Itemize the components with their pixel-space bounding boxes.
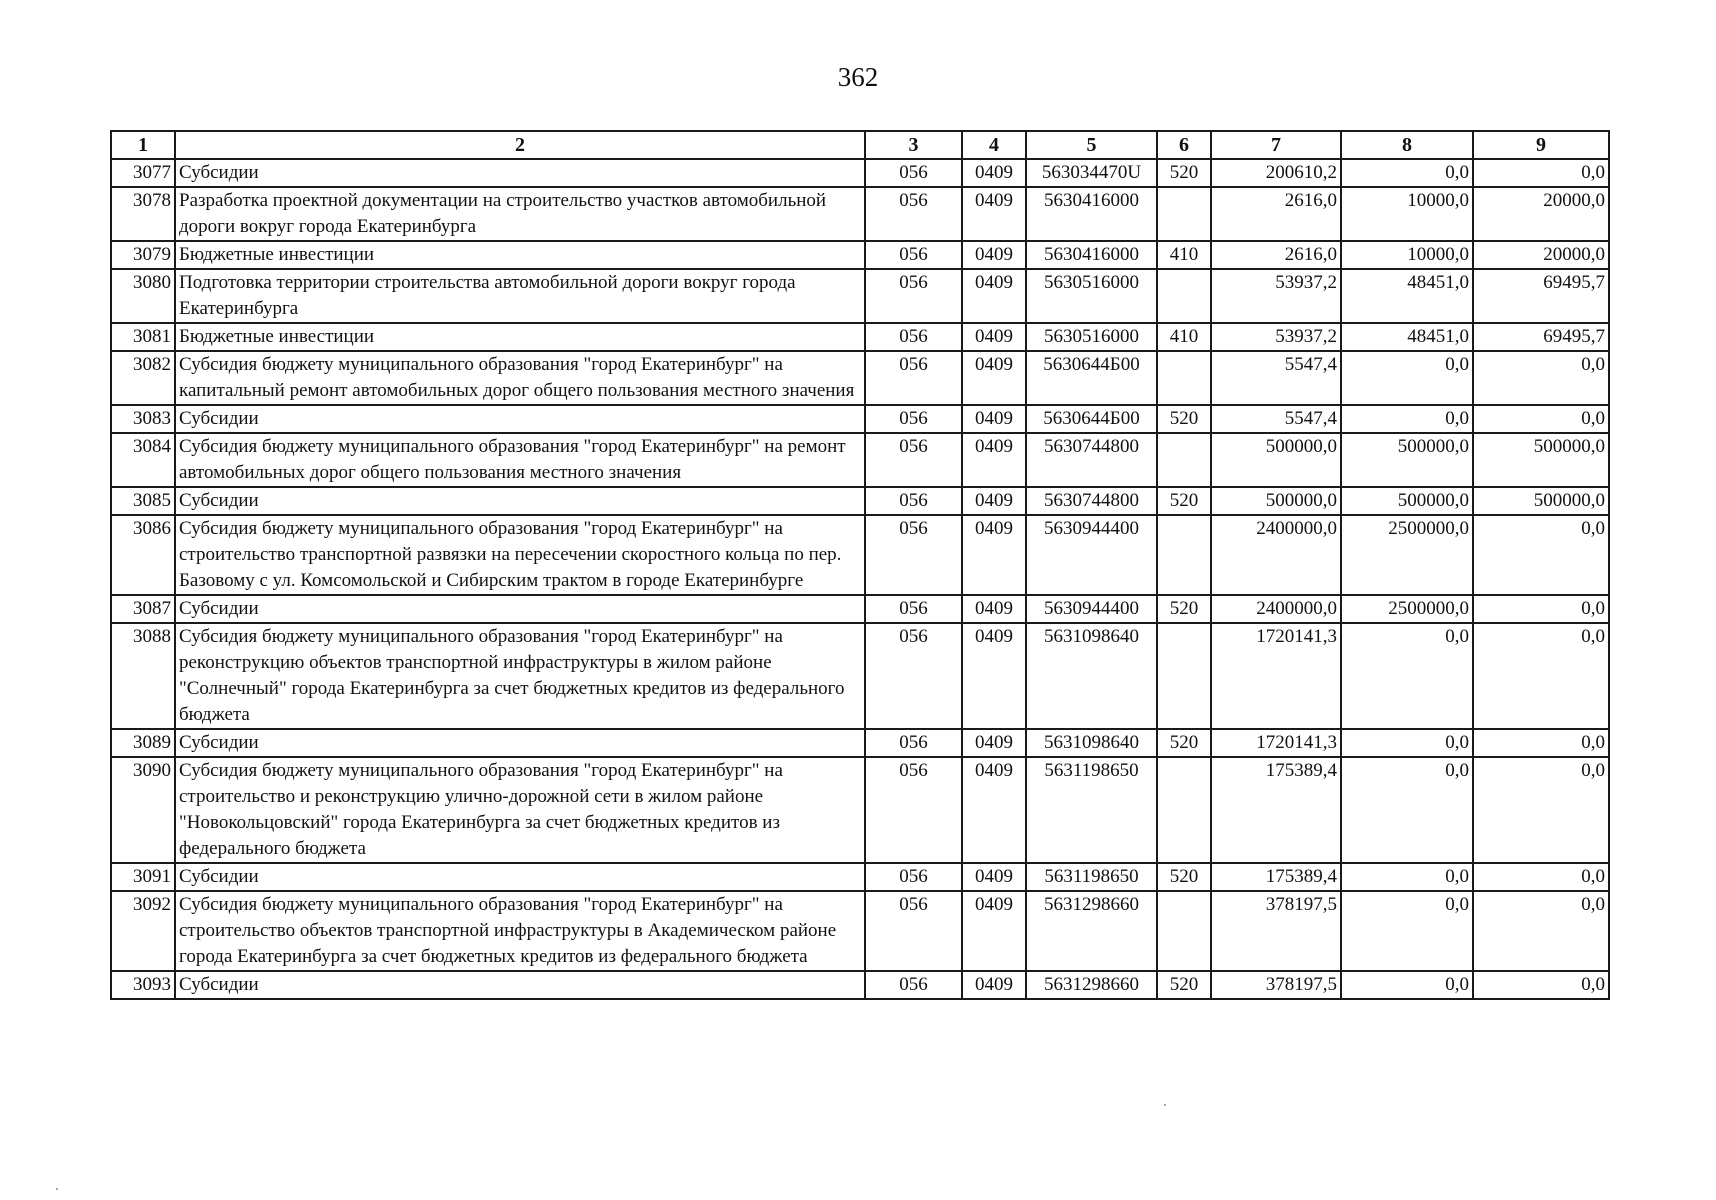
row-name: Бюджетные инвестиции	[175, 323, 865, 351]
row-name: Субсидия бюджету муниципального образования "город Екатеринбург" на строительство транспортной развязки на пересечении скоростного кольца по пер. Базовому с ул. Комсомольской и Сибирским трактом в городе Екатеринбурге	[175, 515, 865, 595]
cell-col3: 056	[865, 971, 962, 999]
cell-col8: 0,0	[1341, 757, 1473, 863]
row-name: Субсидии	[175, 863, 865, 891]
table-row	[111, 891, 1609, 971]
cell-col9: 0,0	[1473, 623, 1609, 729]
row-number: 3091	[111, 863, 175, 891]
cell-col6: 520	[1157, 405, 1211, 433]
cell-col8: 10000,0	[1341, 187, 1473, 241]
cell-col6: 520	[1157, 487, 1211, 515]
cell-col4: 0409	[962, 729, 1026, 757]
cell-col5: 5630644Б00	[1026, 405, 1157, 433]
cell-col3: 056	[865, 187, 962, 241]
cell-col8: 0,0	[1341, 891, 1473, 971]
row-name: Субсидии	[175, 405, 865, 433]
cell-col4: 0409	[962, 159, 1026, 187]
cell-col6	[1157, 515, 1211, 595]
cell-col4: 0409	[962, 405, 1026, 433]
cell-col9: 0,0	[1473, 515, 1609, 595]
row-number: 3090	[111, 757, 175, 863]
row-number: 3077	[111, 159, 175, 187]
table-row	[111, 241, 1609, 269]
table-row	[111, 187, 1609, 241]
cell-col5: 5631298660	[1026, 971, 1157, 999]
cell-col9: 500000,0	[1473, 487, 1609, 515]
cell-col5: 5630516000	[1026, 269, 1157, 323]
row-number: 3081	[111, 323, 175, 351]
cell-col9: 0,0	[1473, 595, 1609, 623]
cell-col6	[1157, 623, 1211, 729]
column-header: 8	[1341, 131, 1473, 159]
cell-col4: 0409	[962, 487, 1026, 515]
cell-col5: 5630416000	[1026, 241, 1157, 269]
cell-col8: 0,0	[1341, 623, 1473, 729]
cell-col9: 0,0	[1473, 729, 1609, 757]
scan-speck	[56, 1188, 58, 1190]
cell-col7: 5547,4	[1211, 351, 1341, 405]
cell-col7: 53937,2	[1211, 269, 1341, 323]
cell-col8: 48451,0	[1341, 323, 1473, 351]
cell-col4: 0409	[962, 351, 1026, 405]
table-row	[111, 323, 1609, 351]
page-number: 362	[837, 62, 879, 92]
cell-col5: 5631198650	[1026, 863, 1157, 891]
cell-col6	[1157, 187, 1211, 241]
cell-col5: 5630744800	[1026, 433, 1157, 487]
cell-col5: 5631298660	[1026, 891, 1157, 971]
cell-col9: 20000,0	[1473, 187, 1609, 241]
cell-col7: 1720141,3	[1211, 623, 1341, 729]
row-name: Субсидии	[175, 729, 865, 757]
cell-col9: 0,0	[1473, 891, 1609, 971]
cell-col5: 5630944400	[1026, 515, 1157, 595]
cell-col4: 0409	[962, 515, 1026, 595]
cell-col8: 0,0	[1341, 159, 1473, 187]
row-name: Субсидии	[175, 595, 865, 623]
cell-col7: 175389,4	[1211, 757, 1341, 863]
cell-col9: 500000,0	[1473, 433, 1609, 487]
cell-col3: 056	[865, 595, 962, 623]
cell-col4: 0409	[962, 757, 1026, 863]
cell-col5: 563034470U	[1026, 159, 1157, 187]
table-row	[111, 971, 1609, 999]
cell-col4: 0409	[962, 891, 1026, 971]
cell-col7: 2400000,0	[1211, 595, 1341, 623]
cell-col5: 5631098640	[1026, 623, 1157, 729]
row-number: 3079	[111, 241, 175, 269]
cell-col9: 0,0	[1473, 351, 1609, 405]
budget-table	[110, 130, 1610, 1000]
cell-col8: 0,0	[1341, 405, 1473, 433]
row-name: Субсидия бюджету муниципального образования "город Екатеринбург" на капитальный ремонт автомобильных дорог общего пользования местного значения	[175, 351, 865, 405]
row-number: 3084	[111, 433, 175, 487]
cell-col6: 520	[1157, 159, 1211, 187]
table-row	[111, 757, 1609, 863]
row-number: 3083	[111, 405, 175, 433]
cell-col4: 0409	[962, 863, 1026, 891]
cell-col7: 200610,2	[1211, 159, 1341, 187]
cell-col3: 056	[865, 159, 962, 187]
cell-col6	[1157, 891, 1211, 971]
cell-col6	[1157, 757, 1211, 863]
cell-col4: 0409	[962, 241, 1026, 269]
table-row	[111, 351, 1609, 405]
cell-col7: 2400000,0	[1211, 515, 1341, 595]
cell-col3: 056	[865, 405, 962, 433]
row-number: 3092	[111, 891, 175, 971]
cell-col3: 056	[865, 623, 962, 729]
row-name: Разработка проектной документации на строительство участков автомобильной дороги вокруг города Екатеринбурга	[175, 187, 865, 241]
column-header: 2	[175, 131, 865, 159]
cell-col8: 2500000,0	[1341, 595, 1473, 623]
table-row	[111, 595, 1609, 623]
table-row	[111, 515, 1609, 595]
row-name: Субсидии	[175, 487, 865, 515]
table-row	[111, 269, 1609, 323]
cell-col6	[1157, 351, 1211, 405]
cell-col3: 056	[865, 241, 962, 269]
column-header: 3	[865, 131, 962, 159]
cell-col8: 48451,0	[1341, 269, 1473, 323]
cell-col4: 0409	[962, 433, 1026, 487]
column-header: 6	[1157, 131, 1211, 159]
cell-col6: 410	[1157, 241, 1211, 269]
cell-col6	[1157, 269, 1211, 323]
cell-col5: 5631098640	[1026, 729, 1157, 757]
cell-col9: 0,0	[1473, 863, 1609, 891]
row-name: Субсидия бюджету муниципального образования "город Екатеринбург" на ремонт автомобильных дорог общего пользования местного значения	[175, 433, 865, 487]
row-name: Субсидия бюджету муниципального образования "город Екатеринбург" на строительство и реконструкцию улично-дорожной сети в жилом районе "Новокольцовский" города Екатеринбурга за счет бюджетных кредитов из федерального бюджета	[175, 757, 865, 863]
row-number: 3089	[111, 729, 175, 757]
cell-col3: 056	[865, 323, 962, 351]
cell-col4: 0409	[962, 269, 1026, 323]
cell-col3: 056	[865, 757, 962, 863]
table-row	[111, 405, 1609, 433]
row-number: 3078	[111, 187, 175, 241]
cell-col3: 056	[865, 351, 962, 405]
cell-col8: 0,0	[1341, 971, 1473, 999]
cell-col3: 056	[865, 863, 962, 891]
cell-col9: 0,0	[1473, 971, 1609, 999]
cell-col6: 520	[1157, 971, 1211, 999]
row-name: Субсидии	[175, 159, 865, 187]
row-number: 3087	[111, 595, 175, 623]
cell-col9: 69495,7	[1473, 269, 1609, 323]
cell-col4: 0409	[962, 595, 1026, 623]
cell-col4: 0409	[962, 971, 1026, 999]
cell-col4: 0409	[962, 187, 1026, 241]
cell-col7: 378197,5	[1211, 891, 1341, 971]
table-body	[111, 159, 1609, 999]
row-number: 3088	[111, 623, 175, 729]
cell-col8: 0,0	[1341, 729, 1473, 757]
cell-col8: 500000,0	[1341, 433, 1473, 487]
cell-col3: 056	[865, 433, 962, 487]
cell-col5: 5630744800	[1026, 487, 1157, 515]
column-header: 5	[1026, 131, 1157, 159]
cell-col4: 0409	[962, 323, 1026, 351]
cell-col3: 056	[865, 487, 962, 515]
row-number: 3093	[111, 971, 175, 999]
row-number: 3082	[111, 351, 175, 405]
cell-col6: 520	[1157, 863, 1211, 891]
cell-col3: 056	[865, 891, 962, 971]
scan-speck	[1164, 1104, 1166, 1106]
cell-col7: 5547,4	[1211, 405, 1341, 433]
cell-col3: 056	[865, 515, 962, 595]
cell-col5: 5630644Б00	[1026, 351, 1157, 405]
row-number: 3080	[111, 269, 175, 323]
cell-col4: 0409	[962, 623, 1026, 729]
cell-col8: 500000,0	[1341, 487, 1473, 515]
cell-col8: 10000,0	[1341, 241, 1473, 269]
cell-col7: 53937,2	[1211, 323, 1341, 351]
cell-col8: 0,0	[1341, 351, 1473, 405]
table-row	[111, 623, 1609, 729]
row-name: Подготовка территории строительства автомобильной дороги вокруг города Екатеринбурга	[175, 269, 865, 323]
cell-col3: 056	[865, 269, 962, 323]
cell-col9: 0,0	[1473, 757, 1609, 863]
cell-col9: 0,0	[1473, 405, 1609, 433]
cell-col7: 378197,5	[1211, 971, 1341, 999]
table-row	[111, 863, 1609, 891]
cell-col7: 2616,0	[1211, 241, 1341, 269]
row-number: 3086	[111, 515, 175, 595]
cell-col7: 500000,0	[1211, 487, 1341, 515]
cell-col6: 410	[1157, 323, 1211, 351]
row-name: Бюджетные инвестиции	[175, 241, 865, 269]
cell-col9: 20000,0	[1473, 241, 1609, 269]
cell-col7: 2616,0	[1211, 187, 1341, 241]
table-row	[111, 487, 1609, 515]
column-header: 4	[962, 131, 1026, 159]
row-name: Субсидии	[175, 971, 865, 999]
row-name: Субсидия бюджету муниципального образования "город Екатеринбург" на реконструкцию объектов транспортной инфраструктуры в жилом районе "Солнечный" города Екатеринбурга за счет бюджетных кредитов из федерального бюджета	[175, 623, 865, 729]
cell-col3: 056	[865, 729, 962, 757]
cell-col5: 5630516000	[1026, 323, 1157, 351]
row-number: 3085	[111, 487, 175, 515]
cell-col8: 0,0	[1341, 863, 1473, 891]
cell-col6: 520	[1157, 595, 1211, 623]
table-row	[111, 729, 1609, 757]
cell-col7: 500000,0	[1211, 433, 1341, 487]
table-row	[111, 159, 1609, 187]
table-row	[111, 433, 1609, 487]
cell-col8: 2500000,0	[1341, 515, 1473, 595]
column-header: 7	[1211, 131, 1341, 159]
cell-col5: 5631198650	[1026, 757, 1157, 863]
column-header: 1	[111, 131, 175, 159]
cell-col5: 5630416000	[1026, 187, 1157, 241]
cell-col9: 69495,7	[1473, 323, 1609, 351]
cell-col7: 1720141,3	[1211, 729, 1341, 757]
column-header: 9	[1473, 131, 1609, 159]
cell-col6	[1157, 433, 1211, 487]
row-name: Субсидия бюджету муниципального образования "город Екатеринбург" на строительство объектов транспортной инфраструктуры в Академическом районе города Екатеринбурга за счет бюджетных кредитов из федерального бюджета	[175, 891, 865, 971]
cell-col9: 0,0	[1473, 159, 1609, 187]
cell-col6: 520	[1157, 729, 1211, 757]
table-header-row	[111, 131, 1609, 159]
cell-col5: 5630944400	[1026, 595, 1157, 623]
cell-col7: 175389,4	[1211, 863, 1341, 891]
